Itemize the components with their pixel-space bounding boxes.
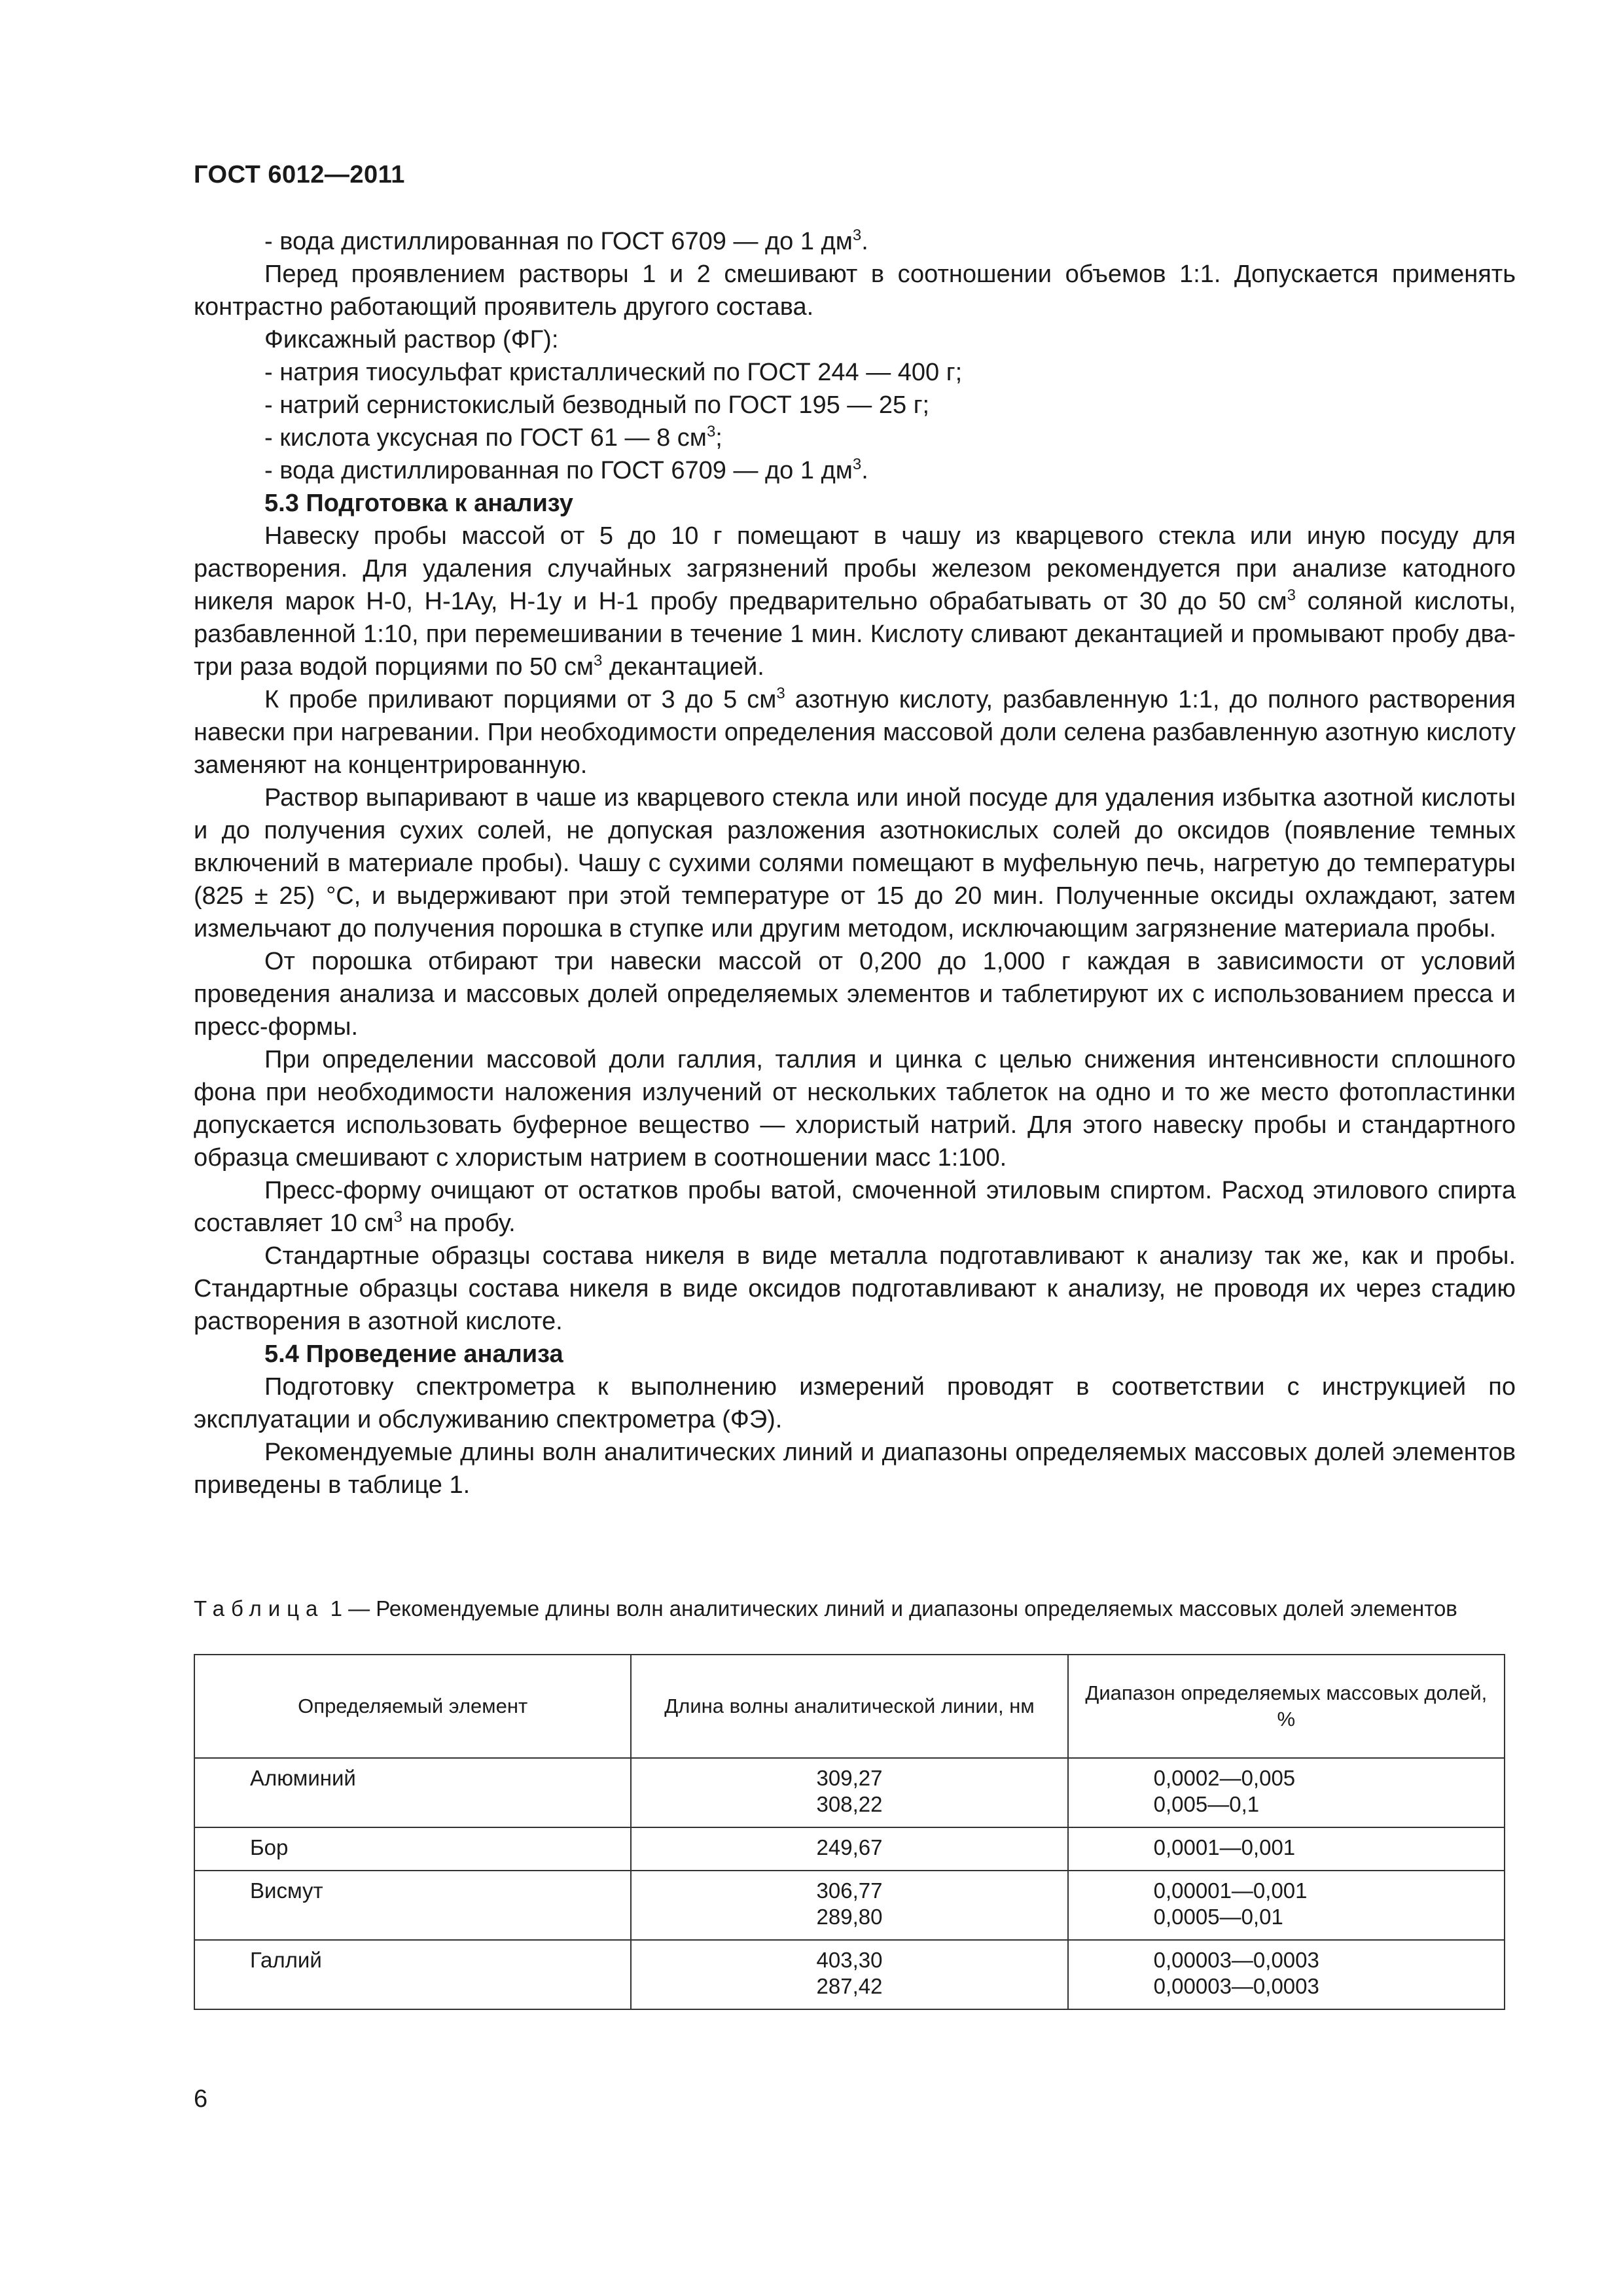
- paragraph: Подготовку спектрометра к выполнению измерений проводят в соответствии с инструкцией по эксплуатации и обслуживанию спектрометра (ФЭ).: [194, 1373, 1516, 1433]
- document-header: ГОСТ 6012—2011: [194, 161, 405, 188]
- table-row: [194, 1758, 1505, 1827]
- superscript: 3: [776, 685, 785, 702]
- cell-value: 0,0001—0,001: [1153, 1835, 1296, 1859]
- cell-value: 403,30: [816, 1948, 883, 1972]
- superscript: 3: [852, 456, 862, 473]
- table-cell-range: [1068, 1758, 1505, 1827]
- paragraph: [194, 422, 1516, 454]
- paragraph: Перед проявлением растворы 1 и 2 смешивают в соотношении объемов 1:1. Допускается применять контрастно работающий проявитель другого состава.: [194, 260, 1516, 321]
- paragraph: - натрия тиосульфат кристаллический по ГОСТ 244 — 400 г;: [264, 359, 963, 386]
- superscript: 3: [852, 226, 862, 244]
- text-run: декантацией.: [602, 653, 764, 681]
- cell-value: 287,42: [816, 1974, 883, 1998]
- table-caption: [194, 1596, 1476, 1622]
- cell-value: 0,00003—0,0003: [1153, 1948, 1319, 1972]
- table-cell-wavelength: [631, 1940, 1067, 2009]
- superscript: 3: [593, 652, 603, 670]
- table-caption-text: 1 — Рекомендуемые длины волн аналитических линий и диапазоны определяемых массовых долей элементов: [330, 1596, 1457, 1621]
- cell-value: 306,77: [816, 1878, 883, 1903]
- table-caption-label: Таблица: [194, 1596, 325, 1621]
- paragraph: Раствор выпаривают в чаше из кварцевого стекла или иной посуде для удаления избытка азотной кислоты и до получения сухих солей, не допуская разложения азотнокислых солей до оксидов (появление темных включений в материале пробы). Чашу с сухими солями помещают в муфельную печь, нагретую до температуры (825 ± 25) °С, и выдерживают при этой температуре от 15 до 20 мин. Полученные оксиды охлаждают, затем измельчают до получения порошка в ступке или другим методом, исключающим загрязнение материала пробы.: [194, 784, 1516, 942]
- text-run: - вода дистиллированная по ГОСТ 6709 — до 1 дм: [264, 228, 853, 255]
- cell-value: 0,005—0,1: [1153, 1792, 1260, 1816]
- data-table: [194, 1654, 1505, 2010]
- paragraph: При определении массовой доли галлия, таллия и цинка с целью снижения интенсивности сплошного фона при необходимости наложения излучений от нескольких таблеток на одно и то же место фотопластинки допускается использовать буферное вещество — хлористый натрий. Для этого навеску пробы и стандартного образца смешивают с хлористым натрием в соотношении масс 1:100.: [194, 1046, 1516, 1172]
- column-header-wavelength: Длина волны аналитической линии, нм: [631, 1655, 1067, 1758]
- superscript: 3: [706, 423, 716, 440]
- column-header-range: Диапазон определяемых массовых долей, %: [1068, 1655, 1505, 1758]
- cell-value: 289,80: [816, 1905, 883, 1929]
- table-cell-element: Галлий: [194, 1940, 631, 2009]
- table-row: [194, 1827, 1505, 1871]
- superscript: 3: [393, 1208, 402, 1226]
- table-cell-element: Висмут: [194, 1871, 631, 1940]
- table-cell-wavelength: [631, 1758, 1067, 1827]
- table-row: [194, 1940, 1505, 2009]
- cell-value: 309,27: [816, 1766, 883, 1790]
- paragraph: Стандартные образцы состава никеля в виде металла подготавливают к анализу так же, как и пробы. Стандартные образцы состава никеля в виде оксидов подготавливают к анализу, не проводя их через стадию растворения в азотной кислоте.: [194, 1242, 1516, 1335]
- cell-value: 0,00003—0,0003: [1153, 1974, 1319, 1998]
- text-run: .: [861, 228, 868, 255]
- text-run: азотную кислоту, разбавленную 1:1, до полного растворения навески при нагревании. При необходимости определения массовой доли селена разбавленную азотную кислоту заменяют на концентрированную.: [194, 686, 1516, 779]
- section-heading-5-4: 5.4 Проведение анализа: [264, 1340, 563, 1368]
- table-row: [194, 1871, 1505, 1940]
- table-cell-range: [1068, 1871, 1505, 1940]
- paragraph: Фиксажный раствор (ФГ):: [264, 326, 559, 353]
- paragraph: [194, 225, 1516, 258]
- table-cell-element: Бор: [194, 1827, 631, 1871]
- table-cell-element: Алюминий: [194, 1758, 631, 1827]
- table-cell-wavelength: [631, 1827, 1067, 1871]
- cell-value: 308,22: [816, 1792, 883, 1816]
- table-cell-range: [1068, 1827, 1505, 1871]
- paragraph: Рекомендуемые длины волн аналитических линий и диапазоны определяемых массовых долей элементов приведены в таблице 1.: [194, 1439, 1516, 1499]
- superscript: 3: [1287, 586, 1296, 604]
- paragraph: [194, 1174, 1516, 1240]
- cell-value: 0,0002—0,005: [1153, 1766, 1296, 1790]
- document-body: [194, 225, 1516, 1501]
- cell-value: 249,67: [816, 1835, 883, 1859]
- table-cell-range: [1068, 1940, 1505, 2009]
- paragraph: - натрий сернистокислый безводный по ГОСТ 195 — 25 г;: [264, 391, 930, 419]
- text-run: Пресс-форму очищают от остатков пробы ватой, смоченной этиловым спиртом. Расход этилового спирта составляет 10 см: [194, 1177, 1516, 1237]
- cell-value: 0,0005—0,01: [1153, 1905, 1283, 1929]
- table-cell-wavelength: [631, 1871, 1067, 1940]
- paragraph: От порошка отбирают три навески массой от 0,200 до 1,000 г каждая в зависимости от условий проведения анализа и массовых долей определяемых элементов и таблетируют их с использованием пресса и пресс-формы.: [194, 948, 1516, 1041]
- text-run: - кислота уксусная по ГОСТ 61 — 8 см: [264, 424, 707, 452]
- section-heading-5-3: 5.3 Подготовка к анализу: [264, 490, 573, 517]
- page-number: 6: [194, 2085, 208, 2113]
- text-run: .: [861, 457, 868, 484]
- paragraph: [194, 683, 1516, 781]
- paragraph: [194, 454, 1516, 487]
- text-run: соляной кислоты, разбавленной 1:10, при перемешивании в течение 1 мин. Кислоту сливают декантацией и промывают пробу два-три раза водой порциями по 50 см: [194, 588, 1516, 681]
- text-run: К пробе приливают порциями от 3 до 5 см: [264, 686, 777, 713]
- text-run: ;: [715, 424, 722, 452]
- paragraph: [194, 520, 1516, 683]
- cell-value: 0,00001—0,001: [1153, 1878, 1308, 1903]
- column-header-element: Определяемый элемент: [194, 1655, 631, 1758]
- table-header-row: [194, 1655, 1505, 1758]
- text-run: на пробу.: [402, 1210, 516, 1237]
- text-run: - вода дистиллированная по ГОСТ 6709 — до 1 дм: [264, 457, 853, 484]
- text-run: Навеску пробы массой от 5 до 10 г помещают в чашу из кварцевого стекла или иную посуду для растворения. Для удаления случайных загрязнений пробы железом рекомендуется при анализе катодного никеля марок Н-0, Н-1Ау, Н-1у и Н-1 пробу предварительно обрабатывать от 30 до 50 см: [194, 522, 1516, 615]
